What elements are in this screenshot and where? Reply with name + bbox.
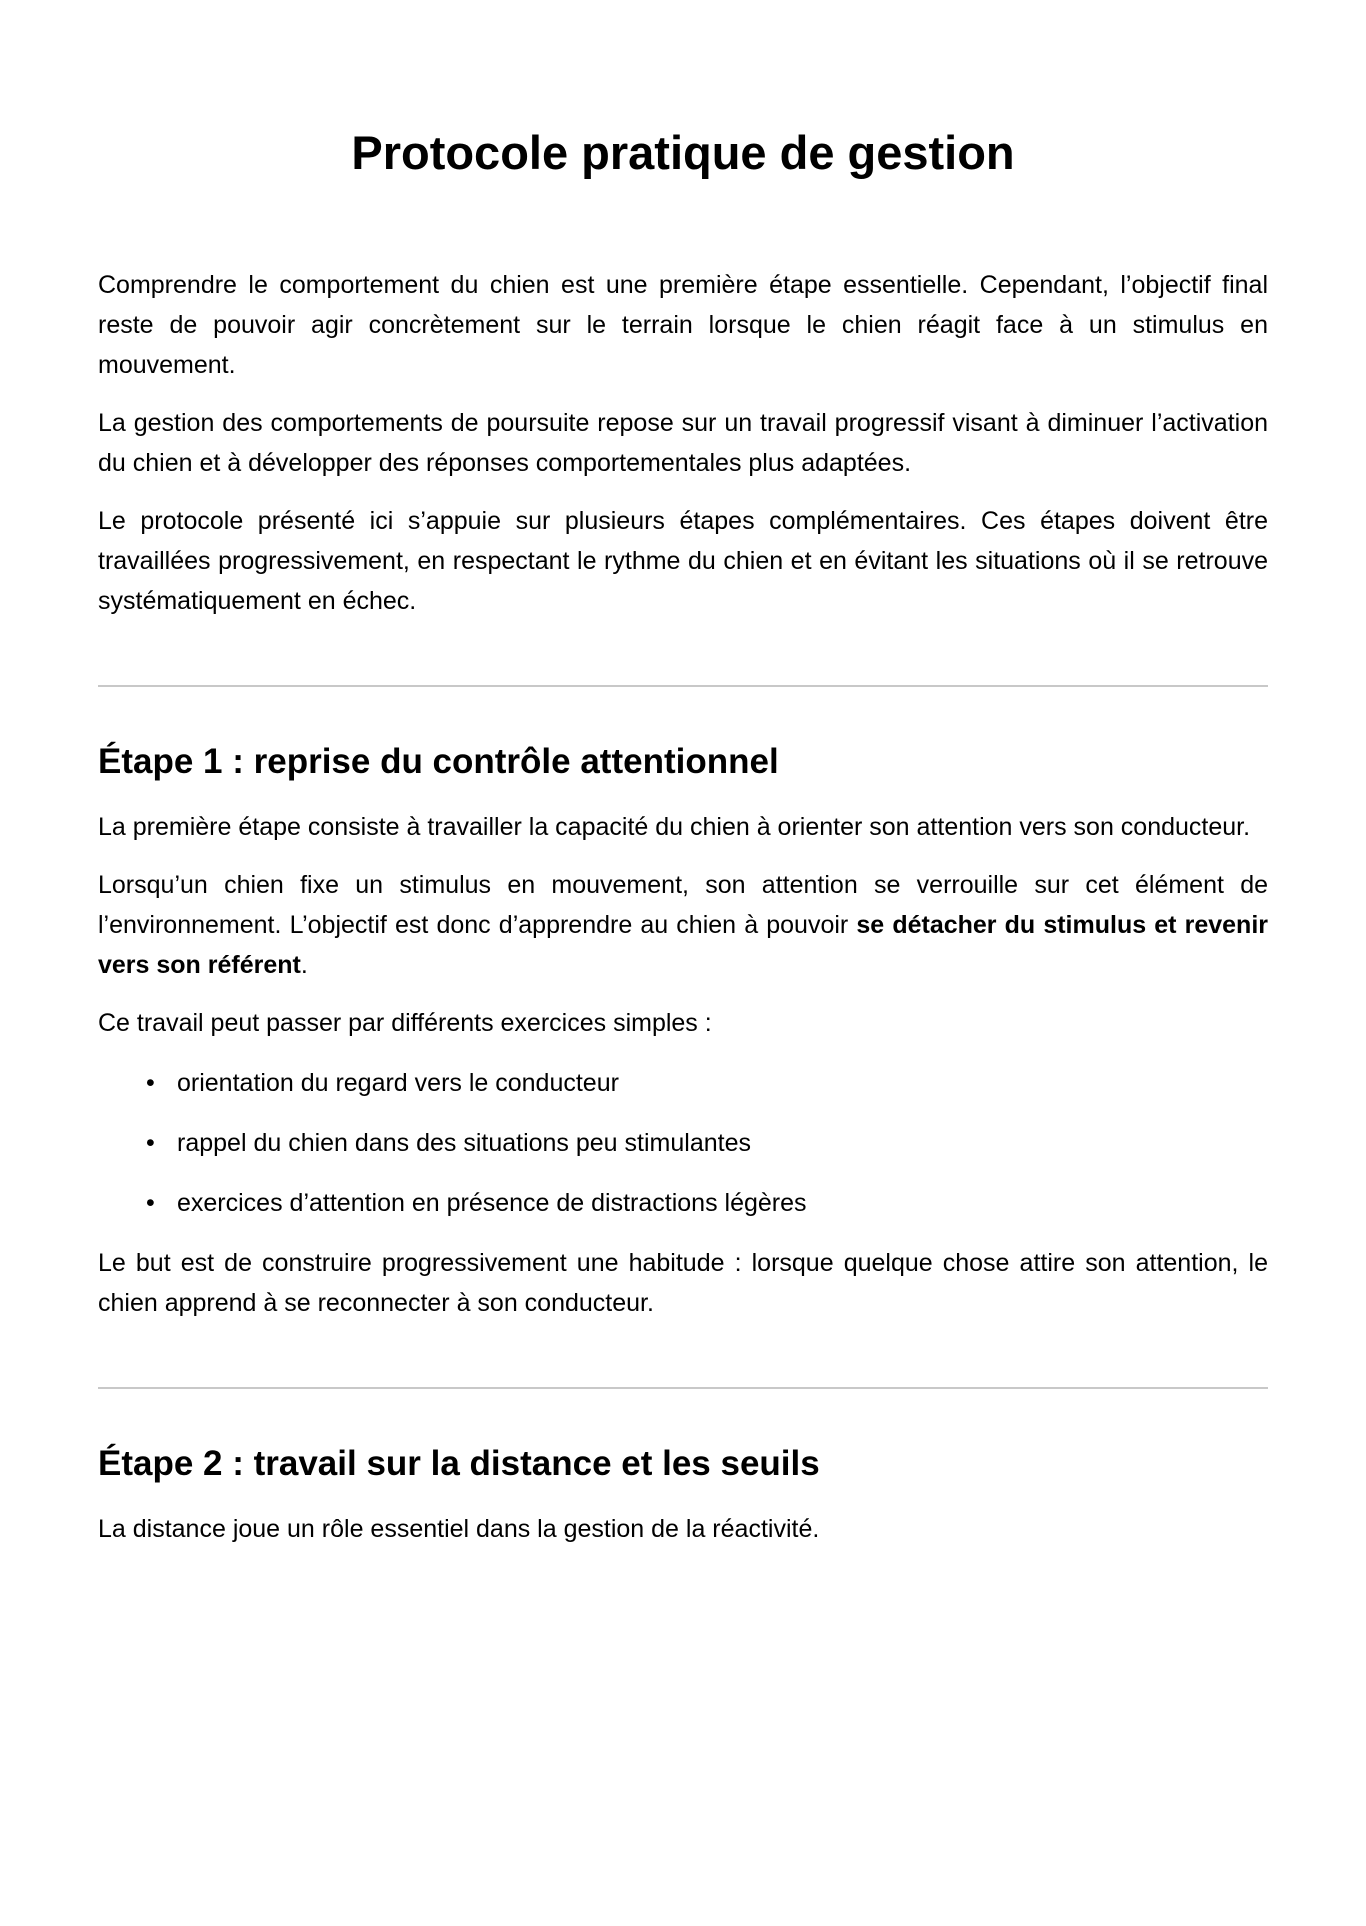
section1-paragraph-1: La première étape consiste à travailler la capacité du chien à orienter son attention vers son conducteur.: [98, 813, 1251, 842]
bullet-icon: •: [146, 1189, 155, 1218]
exercise-bullet-list: [98, 1063, 1268, 1223]
section1-paragraph-2-bold-phrase: se détacher du stimulus et revenir vers son référent: [98, 911, 1268, 980]
document-title: Protocole pratique de gestion: [351, 126, 1015, 179]
section1-paragraph-3: Ce travail peut passer par différents exercices simples :: [98, 1009, 712, 1038]
intro-paragraph-3: Le protocole présenté ici s’appuie sur plusieurs étapes complémentaires. Ces étapes doivent être travaillées progressivement, en respectant le rythme du chien et en évitant les situations où il se retrouve systématiquement en échec.: [98, 507, 1268, 616]
list-item: [98, 1183, 1268, 1223]
bullet-icon: •: [146, 1069, 155, 1098]
list-item-text: exercices d’attention en présence de distractions légères: [177, 1189, 807, 1218]
intro-paragraph-2: La gestion des comportements de poursuite repose sur un travail progressif visant à diminuer l’activation du chien et à développer des réponses comportementales plus adaptées.: [98, 409, 1268, 478]
list-item: [98, 1123, 1268, 1163]
intro-paragraph-1: Comprendre le comportement du chien est une première étape essentielle. Cependant, l’objectif final reste de pouvoir agir concrètement sur le terrain lorsque le chien réagit face à un stimulus en mouvement.: [98, 271, 1268, 380]
section-heading-etape-1: Étape 1 : reprise du contrôle attentionnel: [98, 742, 779, 782]
section-divider: [98, 1387, 1268, 1389]
section1-paragraph-2-prefix: Lorsqu’un chien fixe un stimulus en mouvement, son attention se verrouille sur cet élément de l’environnement. L’objectif est donc d’apprendre au chien à pouvoir: [98, 871, 1268, 940]
section1-paragraph-2: [98, 865, 1268, 985]
section-heading-etape-2: Étape 2 : travail sur la distance et les seuils: [98, 1444, 820, 1484]
section1-paragraph-4: Le but est de construire progressivement une habitude : lorsque quelque chose attire son attention, le chien apprend à se reconnecter à son conducteur.: [98, 1249, 1268, 1318]
section-divider: [98, 685, 1268, 687]
section1-paragraph-2-suffix: .: [300, 951, 308, 980]
list-item-text: rappel du chien dans des situations peu stimulantes: [177, 1129, 751, 1158]
bullet-icon: •: [146, 1129, 155, 1158]
list-item-text: orientation du regard vers le conducteur: [177, 1069, 619, 1098]
section2-paragraph-1: La distance joue un rôle essentiel dans la gestion de la réactivité.: [98, 1515, 820, 1544]
list-item: [98, 1063, 1268, 1103]
